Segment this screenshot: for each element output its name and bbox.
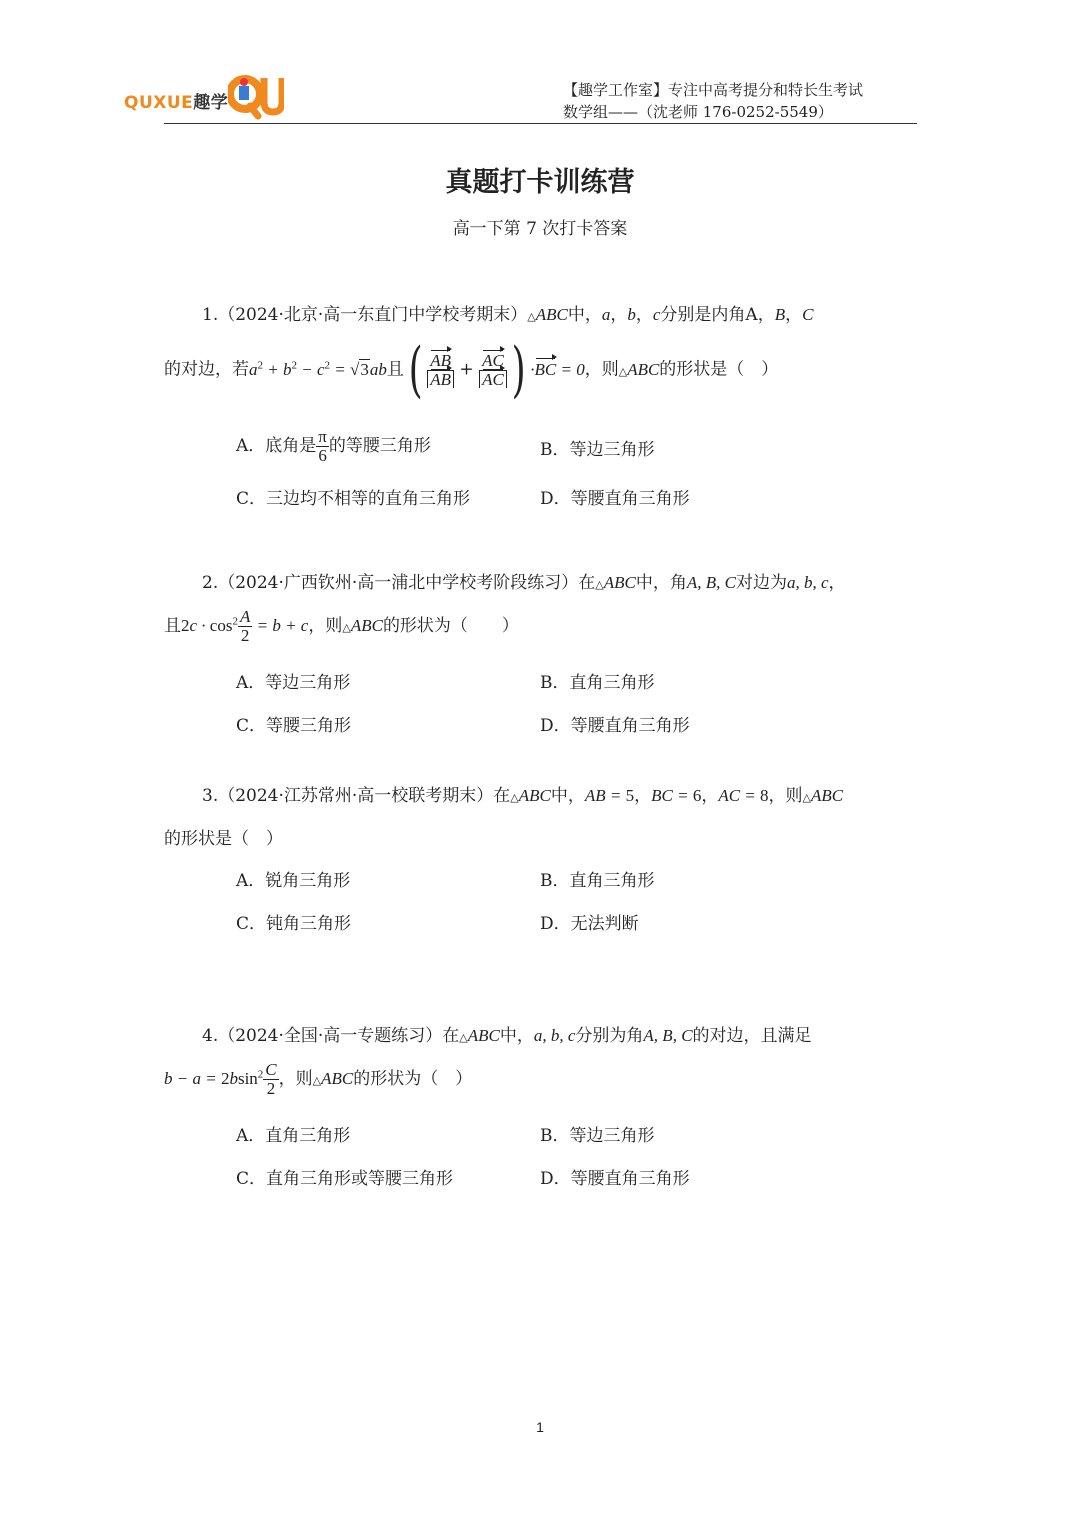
q4-line-1: 4.（2024·全国·高一专题练习）在△ABC中，a, b, c分别为角A, B, C的对边，且满足 bbox=[202, 1026, 812, 1046]
header-line-1: 【趣学工作室】专注中高考提分和特长生考试 bbox=[563, 81, 864, 99]
q4-option-c: C．直角三角形或等腰三角形 bbox=[236, 1169, 454, 1189]
header-line-2: 数学组——（沈老师 176-0252-5549） bbox=[563, 103, 833, 121]
q1-line-1: 1.（2024·北京·高一东直门中学校考期末）△ABC中，a，b，c分别是内角A，B，C bbox=[202, 305, 814, 325]
q2-line-1: 2.（2024·广西钦州·高一浦北中学校考阶段练习）在△ABC中，角A, B, C对边为a, b, c， bbox=[202, 573, 846, 593]
q1-line-2: 的对边，若$a^2 + b^2 - c^2 = √3ab$且( $\frac{AB}{AB}$ + $\frac{AC}{AC}$ ) ·BC = 0，则△ABC的形状是（ ） bbox=[164, 335, 779, 405]
q3-option-a: A．锐角三角形 bbox=[236, 871, 351, 891]
q3-line-2: 的形状是（ ） bbox=[164, 829, 283, 849]
q2-option-b: B．直角三角形 bbox=[540, 673, 655, 693]
q2-option-a: A．等边三角形 bbox=[236, 673, 351, 693]
q1-option-d: D．等腰直角三角形 bbox=[540, 489, 690, 509]
logo-text: QUXUE趣学 bbox=[124, 93, 229, 113]
q3-line-1: 3.（2024·江苏常州·高一校联考期末）在△ABC中，AB = 5，BC = 6，AC = 8，则△ABC bbox=[202, 786, 844, 806]
q1-option-c: C．三边均不相等的直角三角形 bbox=[236, 489, 471, 509]
page-number: 1 bbox=[536, 1419, 544, 1435]
page-subtitle: 高一下第 7 次打卡答案 bbox=[452, 219, 628, 239]
q4-option-b: B．等边三角形 bbox=[540, 1126, 655, 1146]
q4-option-a: A．直角三角形 bbox=[236, 1126, 351, 1146]
q2-option-d: D．等腰直角三角形 bbox=[540, 716, 690, 736]
q3-option-d: D．无法判断 bbox=[540, 914, 639, 934]
page-title: 真题打卡训练营 bbox=[445, 167, 635, 198]
q2-line-2: 且$2c \cdot \cos^2$ $\frac{A}{2}$ = b + c，则△ABC的形状为（ ） bbox=[164, 607, 519, 645]
q1-option-a: A．底角是 $\frac{\pi}{6}$ 的等腰三角形 bbox=[236, 427, 431, 465]
q2-option-c: C．等腰三角形 bbox=[236, 716, 352, 736]
q4-option-d: D．等腰直角三角形 bbox=[540, 1169, 690, 1189]
logo-qu-icon bbox=[228, 72, 284, 120]
q4-line-2: b − a = 2bsin$^2$ $\frac{C}{2}$ ，则△ABC的形状为（ ） bbox=[164, 1060, 473, 1098]
q3-option-b: B．直角三角形 bbox=[540, 871, 655, 891]
header-divider bbox=[164, 123, 917, 124]
q3-option-c: C．钝角三角形 bbox=[236, 914, 352, 934]
q1-option-b: B．等边三角形 bbox=[540, 440, 655, 460]
